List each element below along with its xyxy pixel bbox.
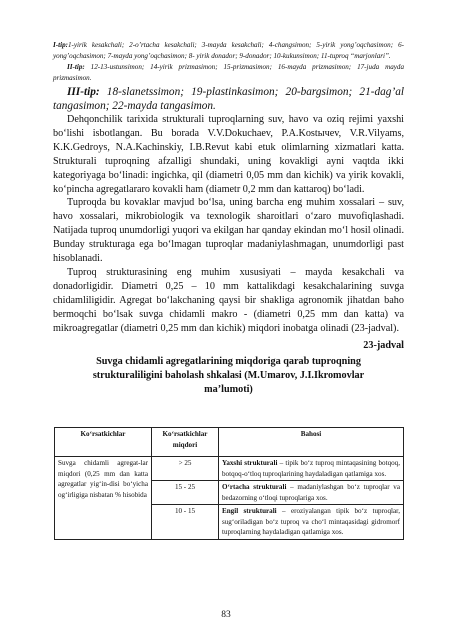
struct-types-line-1 [53,40,404,62]
grade-cell [219,481,404,505]
type-3-text: 18-slanetssimon; 19-plastinkasimon; 20-bargsimon; 21-dag’al tangasimon; 22-mayda tangasimon. [53,86,404,112]
table-row [55,457,404,481]
column-header: Ko‘rsatkichlar miqdori [152,428,219,457]
type-1-label: I-tip: [53,41,68,49]
struct-types-line-3 [53,85,404,113]
table-title-line-1: Suvga chidamli agregatlarining miqdoriga qarab tuproqning [96,355,361,367]
amount-cell: 15 - 25 [152,481,219,505]
grade-text: – madaniylashgan bo‘z tuproqlar va bedazorning o‘tloqi tuproqlariga xos. [222,483,400,502]
table-title [53,355,404,397]
grade-bold: Engil strukturali [222,507,277,515]
indicator-cell: Suvga chidamli agregat-lar miqdori (0,25 mm dan katta agregatlar yig‘in-disi bo‘yicha og‘irligiga nisbatan % hisobida [55,457,152,540]
table-title-line-2: strukturaliligini baholash shkalasi (M.Umarov, J.I.Ikromovlar [92,369,365,381]
document-page [53,40,404,397]
grade-bold: O‘rtacha strukturali [222,483,287,491]
table-title-line-3: ma’lumoti) [204,383,253,395]
page-number: 83 [221,610,231,620]
type-1-text: 1-yirik kesakchali; 2-o’rtacha kesakchali; 3-mayda kesakchali; 4-changsimon; 5-yirik yong’oqchasimon; 6-yong’oqchasimon; 7-mayda yong’oqchasimon; 8- yirik donador; 9-donador; 10-kukunsimon; 11-tuproq “marjonlari”. [53,41,404,60]
grade-bold: Yaxshi strukturali [222,459,278,467]
paragraph: Dehqonchilik tarixida strukturali tuproqlarning suv, havo va oziq rejimi yaxshi bo‘lishi isbotlangan. Bu borada V.V.Dokuchaev, P.A.Kostычev, V.R.Vilyams, K.K.Gedroys, N.A.Kachinskiy, I.B.Revut kabi etuk olimlarning xizmatlari katta. Strukturali tuproqning afzalligi shundaki, uning kovakligi ayni vaqtda ikki kategoriyaga bo‘linadi: ingichka, qil (diametri 0,05 mm dan kichik) va yirik kovakli, ko‘pincha agregatlararo kovakli ham (diametr 0,2 mm dan kattaroq) bo‘ladi. [53,114,404,195]
table-header-row [55,428,404,457]
column-header: Ko‘rsatkichlar [55,428,152,457]
table-label: 23-jadval [363,339,404,351]
grade-cell [219,505,404,540]
grade-cell [219,457,404,481]
struct-types-line-2 [53,62,404,84]
column-header: Bahosi [219,428,404,457]
paragraph: Tuproq strukturasining eng muhim xususiyati – mayda kesakchali va donadorligidir. Diametri 0,25 – 10 mm kattalikdagi kesakchalarining suvga chidamliligidir. Agregat bo‘lakchaning qaysi bir shakliga agronomik jihatdan baho bermoqchi bo‘lsak suvga chidamli makro - (diametri 0,25 mm dan katta) va mikroagregatlar (diametri 0,25 mm dan kichik) miqdori inobatga olinadi (23-jadval). [53,266,404,334]
structure-grade-table [54,427,404,540]
grade-text: – tipik bo‘z tuproq mintaqasining botqoq, botqoq-o‘tloq tuproqlarining haydaladigan qatlamiga xos. [222,459,400,478]
type-2-label: II-tip: [67,63,85,71]
type-2-text: 12-13-ustunsimon; 14-yirik prizmasimon; 15-prizmasimon; 16-mayda prizmasimon; 17-juda mayda prizmasimon. [53,63,404,82]
amount-cell: > 25 [152,457,219,481]
paragraph: Tuproqda bu kovaklar mavjud bo‘lsa, uning barcha eng muhim xossalari – suv, havo xossalari, mikrobiologik va texnologik sharoitlari o‘zaro muvofiqlashadi. Natijada tuproq unumdorligi yuqori va ekilgan har qanday ekindan mo‘l hosil olinadi. Bunday strukturaga ega bo‘lmagan tuproqlar madaniylashmagan, unumdorligi past hisoblanadi. [53,197,404,265]
grade-text: – eroziyalangan tipik bo‘z tuproqlar, sug‘oriladigan bo‘z tuproq va cho‘l mintaqasidagi gidromorf tuproqlarning haydaladigan qatlamiga xos. [222,507,400,536]
type-3-label: III-tip: [67,86,100,98]
amount-cell: 10 - 15 [152,505,219,540]
